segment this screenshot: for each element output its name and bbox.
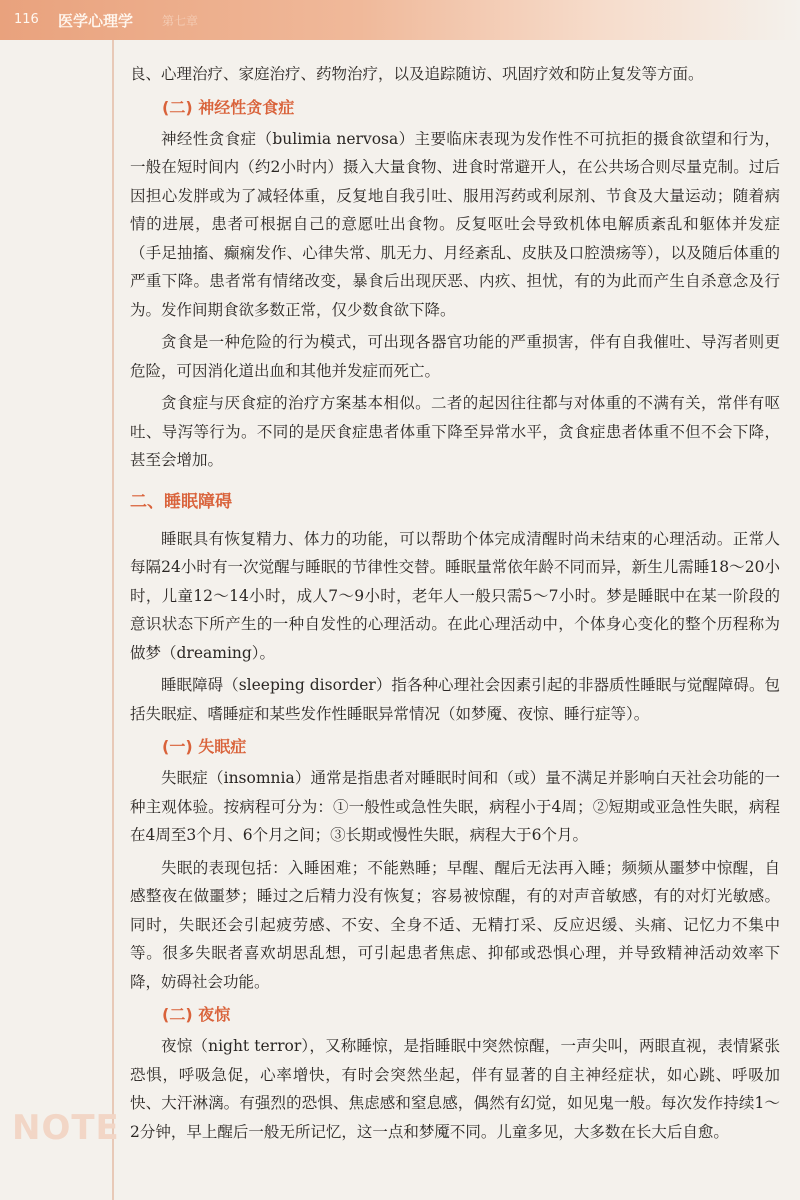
page-body — [130, 60, 780, 1150]
note-margin-label: NOTE — [12, 1108, 120, 1148]
chapter-label: 第七章 — [162, 14, 199, 28]
paragraph-bulimia-3: 贪食症与厌食症的治疗方案基本相似。二者的起因往往都与对体重的不满有关，常伴有呕吐、导泻等行为。不同的是厌食症患者体重下降至异常水平，贪食症患者体重不但不会下降，甚至会增加。 — [130, 394, 780, 469]
heading-insomnia: (一) 失眠症 — [162, 737, 247, 756]
heading-bulimia: (二) 神经性贪食症 — [162, 97, 295, 117]
paragraph-sleep-1: 睡眠具有恢复精力、体力的功能，可以帮助个体完成清醒时尚未结束的心理活动。正常人每隔24小时有一次觉醒与睡眠的节律性交替。睡眠量常依年龄不同而异，新生儿需睡18～20小时，儿童12～14小时，成人7～9小时，老年人一般只需5～7小时。梦是睡眠中在某一阶段的意识状态下所产生的一种自发性的心理活动。在此心理活动中，个体身心变化的整个历程称为做梦（dreaming）。 — [130, 529, 780, 662]
paragraph-intro: 良、心理治疗、家庭治疗、药物治疗，以及追踪随访、巩固疗效和防止复发等方面。 — [130, 65, 704, 83]
running-header — [0, 0, 800, 40]
paragraph-insomnia-1: 失眠症（insomnia）通常是指患者对睡眠时间和（或）量不满足并影响白天社会功能的一种主观体验。按病程可分为：①一般性或急性失眠，病程小于4周；②短期或亚急性失眠，病程在4周至3个月、6个月之间；③长期或慢性失眠，病程大于6个月。 — [130, 769, 780, 844]
page-number: 116 — [14, 12, 39, 27]
paragraph-bulimia-2: 贪食是一种危险的行为模式，可出现各器官功能的严重损害，伴有自我催吐、导泻者则更危险，可因消化道出血和其他并发症而死亡。 — [130, 333, 780, 380]
paragraph-bulimia-1: 神经性贪食症（bulimia nervosa）主要临床表现为发作性不可抗拒的摄食欲望和行为，一般在短时间内（约2小时内）摄入大量食物、进食时常避开人，在公共场合则尽量克制。过后因担心发胖或为了减轻体重，反复地自我引吐、服用泻药或利尿剂、节食及大量运动；随着病情的进展，患者可根据自己的意愿吐出食物。反复呕吐会导致机体电解质紊乱和躯体并发症（手足抽搐、癫痫发作、心律失常、肌无力、月经紊乱、皮肤及口腔溃疡等），以及随后体重的严重下降。患者常有情绪改变，暴食后出现厌恶、内疚、担忧，有的为此而产生自杀意念及行为。发作间期食欲多数正常，仅少数食欲下降。 — [130, 129, 780, 319]
paragraph-insomnia-2: 失眠的表现包括：入睡困难；不能熟睡；早醒、醒后无法再入睡；频频从噩梦中惊醒，自感整夜在做噩梦；睡过之后精力没有恢复；容易被惊醒，有的对声音敏感，有的对灯光敏感。同时，失眠还会引起疲劳感、不安、全身不适、无精打采、反应迟缓、头痛、记忆力不集中等。很多失眠者喜欢胡思乱想，可引起患者焦虑、抑郁或恐惧心理，并导致精神活动效率下降，妨碍社会功能。 — [130, 858, 780, 991]
margin-divider — [112, 40, 114, 1200]
paragraph-sleep-2: 睡眠障碍（sleeping disorder）指各种心理社会因素引起的非器质性睡眠与觉醒障碍。包括失眠症、嗜睡症和某些发作性睡眠异常情况（如梦魇、夜惊、睡行症等）。 — [130, 676, 780, 723]
heading-sleep-disorders: 二、睡眠障碍 — [130, 491, 232, 512]
heading-night-terror: (二) 夜惊 — [162, 1005, 231, 1024]
paragraph-night-terror: 夜惊（night terror），又称睡惊，是指睡眠中突然惊醒，一声尖叫，两眼直视，表情紧张恐惧，呼吸急促，心率增快，有时会突然坐起，伴有显著的自主神经症状，如心跳、呼吸加快、大汗淋漓。有强烈的恐惧、焦虑感和窒息感，偶然有幻觉，如见鬼一般。每次发作持续1～2分钟，早上醒后一般无所记忆，这一点和梦魇不同。儿童多见，大多数在长大后自愈。 — [130, 1037, 780, 1141]
book-title: 医学心理学 — [58, 12, 134, 30]
